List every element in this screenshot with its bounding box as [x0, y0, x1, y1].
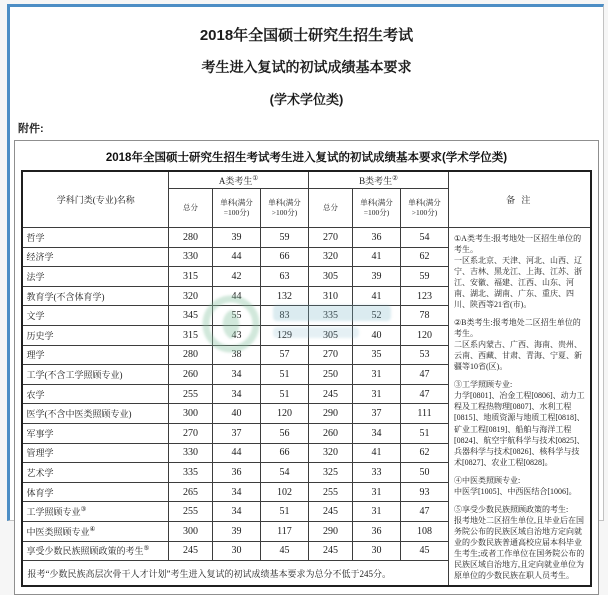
remark-line: ④中医类照顾专业:	[454, 475, 586, 486]
b-single-100-cell: 41	[353, 247, 401, 267]
a-single-gt100-cell: 51	[260, 384, 308, 404]
document-title-line-3: (学术学位类)	[10, 89, 603, 108]
a-single-gt100-cell: 63	[260, 267, 308, 287]
footnote-ref-2: ②	[392, 175, 398, 182]
remark-line: ⑤享受少数民族照顾政策的考生:	[454, 504, 586, 515]
a-total-cell: 300	[168, 521, 212, 541]
a-single-100-cell: 44	[212, 247, 260, 267]
a-single-gt100-cell: 132	[260, 286, 308, 306]
remark-section	[454, 504, 586, 581]
b-single-gt100-cell: 120	[401, 325, 449, 345]
b-single-100-cell: 31	[353, 482, 401, 502]
b-single-gt100-cell: 62	[401, 247, 449, 267]
discipline-name-cell: 文学	[22, 306, 168, 326]
remark-line: 力学[0801]、冶金工程[0806]、动力工程及工程热物理[0807]、水利工程[0815]、地质资源与地质工程[0818]、矿业工程[0819]、船舶与海洋工程[0824]、航空宇航科学与技术[0825]、兵器科学与技术[0826]、核科学与技术[0827]、农业工程[0828]。	[454, 390, 586, 467]
a-single-gt100-cell: 66	[260, 443, 308, 463]
b-total-cell: 250	[309, 365, 353, 385]
table-row	[22, 228, 590, 248]
a-total-cell: 330	[168, 443, 212, 463]
a-single-100-cell: 44	[212, 286, 260, 306]
remark-line: 二区系内蒙古、广西、海南、贵州、云南、西藏、甘肃、青海、宁夏、新疆等10省(区)。	[454, 339, 586, 372]
b-total-cell: 260	[309, 423, 353, 443]
a-single-100-cell: 55	[212, 306, 260, 326]
score-table	[21, 170, 591, 587]
remark-line: ①A类考生:报考地处一区招生单位的考生。	[454, 233, 586, 255]
b-total-cell: 270	[309, 228, 353, 248]
remark-section	[454, 475, 586, 497]
b-total-cell: 255	[309, 482, 353, 502]
b-single-gt100-cell: 53	[401, 345, 449, 365]
attachment-box	[14, 140, 599, 595]
b-single-100-cell: 41	[353, 286, 401, 306]
a-single-100-cell: 40	[212, 404, 260, 424]
discipline-name-cell: 工学照顾专业③	[22, 502, 168, 522]
b-single-gt100-cell: 93	[401, 482, 449, 502]
discipline-name-cell: 法学	[22, 267, 168, 287]
table-title: 2018年全国硕士研究生招生考试考生进入复试的初试成绩基本要求(学术学位类)	[20, 149, 593, 165]
discipline-name-cell: 哲学	[22, 228, 168, 248]
a-single-100-cell: 36	[212, 463, 260, 483]
b-total-cell: 245	[309, 541, 353, 561]
a-single-gt100-cell: 54	[260, 463, 308, 483]
a-total-cell: 330	[168, 247, 212, 267]
column-header-a-single-gt100: 单科(满分>100分)	[260, 189, 308, 228]
column-header-b-single-100: 单科(满分=100分)	[353, 189, 401, 228]
a-total-cell: 280	[168, 228, 212, 248]
footnote-cell: 报考“少数民族高层次骨干人才计划”考生进入复试的初试成绩基本要求为总分不低于245分。	[22, 561, 448, 586]
a-single-100-cell: 43	[212, 325, 260, 345]
remark-line: 中医学[1005]、中西医结合[1006]。	[454, 486, 586, 497]
a-total-cell: 315	[168, 267, 212, 287]
b-total-cell: 290	[309, 521, 353, 541]
a-single-gt100-cell: 66	[260, 247, 308, 267]
a-single-gt100-cell: 51	[260, 502, 308, 522]
b-total-cell: 290	[309, 404, 353, 424]
b-single-100-cell: 39	[353, 267, 401, 287]
a-single-gt100-cell: 56	[260, 423, 308, 443]
a-single-100-cell: 39	[212, 521, 260, 541]
b-single-100-cell: 30	[353, 541, 401, 561]
b-total-cell: 320	[309, 247, 353, 267]
a-single-100-cell: 37	[212, 423, 260, 443]
a-total-cell: 300	[168, 404, 212, 424]
a-single-100-cell: 34	[212, 482, 260, 502]
document-panel	[7, 4, 604, 521]
b-total-cell: 335	[309, 306, 353, 326]
document-title-line-2: 考生进入复试的初试成绩基本要求	[10, 57, 603, 77]
discipline-name-cell: 教育学(不含体育学)	[22, 286, 168, 306]
a-single-gt100-cell: 117	[260, 521, 308, 541]
discipline-name-cell: 艺术学	[22, 463, 168, 483]
b-total-cell: 310	[309, 286, 353, 306]
group-b-label: B类考生	[359, 176, 392, 186]
a-total-cell: 280	[168, 345, 212, 365]
a-single-gt100-cell: 129	[260, 325, 308, 345]
b-single-gt100-cell: 111	[401, 404, 449, 424]
header-group-row	[22, 171, 590, 189]
footnote-ref: ③	[81, 506, 87, 513]
column-header-a-total: 总分	[168, 189, 212, 228]
discipline-name-cell: 享受少数民族照顾政策的考生⑤	[22, 541, 168, 561]
b-single-gt100-cell: 54	[401, 228, 449, 248]
footnote-ref: ⑤	[144, 545, 150, 552]
a-single-gt100-cell: 57	[260, 345, 308, 365]
b-total-cell: 305	[309, 325, 353, 345]
discipline-name-cell: 农学	[22, 384, 168, 404]
a-single-gt100-cell: 51	[260, 365, 308, 385]
discipline-name-cell: 中医类照顾专业④	[22, 521, 168, 541]
a-single-gt100-cell: 120	[260, 404, 308, 424]
a-single-gt100-cell: 45	[260, 541, 308, 561]
a-single-100-cell: 42	[212, 267, 260, 287]
a-single-100-cell: 34	[212, 384, 260, 404]
discipline-name-cell: 工学(不含工学照顾专业)	[22, 365, 168, 385]
score-table-body	[22, 228, 590, 586]
b-single-gt100-cell: 47	[401, 502, 449, 522]
b-single-100-cell: 31	[353, 384, 401, 404]
b-single-100-cell: 34	[353, 423, 401, 443]
a-single-100-cell: 34	[212, 502, 260, 522]
a-single-gt100-cell: 102	[260, 482, 308, 502]
footnote-ref-1: ①	[252, 175, 258, 182]
b-single-gt100-cell: 62	[401, 443, 449, 463]
column-group-a	[168, 171, 308, 189]
b-total-cell: 320	[309, 443, 353, 463]
remarks-cell	[449, 228, 591, 586]
a-single-100-cell: 38	[212, 345, 260, 365]
discipline-name-cell: 医学(不含中医类照顾专业)	[22, 404, 168, 424]
a-total-cell: 345	[168, 306, 212, 326]
b-single-100-cell: 33	[353, 463, 401, 483]
b-single-gt100-cell: 108	[401, 521, 449, 541]
b-single-gt100-cell: 78	[401, 306, 449, 326]
a-total-cell: 270	[168, 423, 212, 443]
b-single-100-cell: 31	[353, 502, 401, 522]
column-header-a-single-100: 单科(满分=100分)	[212, 189, 260, 228]
b-single-gt100-cell: 47	[401, 365, 449, 385]
score-table-head	[22, 171, 590, 228]
discipline-name-cell: 管理学	[22, 443, 168, 463]
column-header-discipline: 学科门类(专业)名称	[22, 171, 168, 228]
a-single-gt100-cell: 59	[260, 228, 308, 248]
b-single-100-cell: 31	[353, 365, 401, 385]
a-single-100-cell: 34	[212, 365, 260, 385]
b-single-100-cell: 36	[353, 228, 401, 248]
a-total-cell: 260	[168, 365, 212, 385]
b-single-100-cell: 41	[353, 443, 401, 463]
a-total-cell: 335	[168, 463, 212, 483]
discipline-name-cell: 军事学	[22, 423, 168, 443]
a-total-cell: 245	[168, 541, 212, 561]
b-single-gt100-cell: 50	[401, 463, 449, 483]
remark-section	[454, 233, 586, 310]
remark-line: 一区系北京、天津、河北、山西、辽宁、吉林、黑龙江、上海、江苏、浙江、安徽、福建、江西、山东、河南、湖北、湖南、广东、重庆、四川、陕西等21省(市)。	[454, 255, 586, 310]
discipline-name-cell: 理学	[22, 345, 168, 365]
b-total-cell: 245	[309, 384, 353, 404]
b-total-cell: 325	[309, 463, 353, 483]
b-single-100-cell: 37	[353, 404, 401, 424]
discipline-name-cell: 经济学	[22, 247, 168, 267]
a-single-100-cell: 30	[212, 541, 260, 561]
discipline-name-cell: 体育学	[22, 482, 168, 502]
a-total-cell: 315	[168, 325, 212, 345]
b-single-gt100-cell: 59	[401, 267, 449, 287]
a-total-cell: 320	[168, 286, 212, 306]
a-total-cell: 265	[168, 482, 212, 502]
b-single-gt100-cell: 51	[401, 423, 449, 443]
column-group-b	[309, 171, 449, 189]
column-header-b-total: 总分	[309, 189, 353, 228]
a-total-cell: 255	[168, 502, 212, 522]
footnote-ref: ④	[90, 526, 96, 533]
remark-line: 报考地处二区招生单位,且毕业后在国务院公布的民族区域自治地方定向就业的少数民族普通高校应届本科毕业生考生;或者工作单位在国务院公布的民族区域自治地方,且定向就业单位为原单位的少数民族在职人员考生。	[454, 515, 586, 581]
b-single-100-cell: 52	[353, 306, 401, 326]
a-single-100-cell: 39	[212, 228, 260, 248]
b-single-gt100-cell: 47	[401, 384, 449, 404]
discipline-name-cell: 历史学	[22, 325, 168, 345]
b-single-100-cell: 36	[353, 521, 401, 541]
b-single-gt100-cell: 123	[401, 286, 449, 306]
b-single-100-cell: 40	[353, 325, 401, 345]
document-title-line-1: 2018年全国硕士研究生招生考试	[10, 24, 603, 45]
document-title-block	[10, 24, 603, 108]
attachment-label: 附件:	[18, 120, 603, 136]
a-single-gt100-cell: 83	[260, 306, 308, 326]
remark-section	[454, 379, 586, 467]
column-header-b-single-gt100: 单科(满分>100分)	[401, 189, 449, 228]
remark-line: ③工学照顾专业:	[454, 379, 586, 390]
group-a-label: A类考生	[219, 176, 253, 186]
b-total-cell: 245	[309, 502, 353, 522]
a-single-100-cell: 44	[212, 443, 260, 463]
b-single-gt100-cell: 45	[401, 541, 449, 561]
b-single-100-cell: 35	[353, 345, 401, 365]
a-total-cell: 255	[168, 384, 212, 404]
b-total-cell: 270	[309, 345, 353, 365]
column-header-remarks: 备 注	[449, 171, 591, 228]
remark-line: ②B类考生:报考地处二区招生单位的考生。	[454, 317, 586, 339]
remark-section	[454, 317, 586, 372]
b-total-cell: 305	[309, 267, 353, 287]
